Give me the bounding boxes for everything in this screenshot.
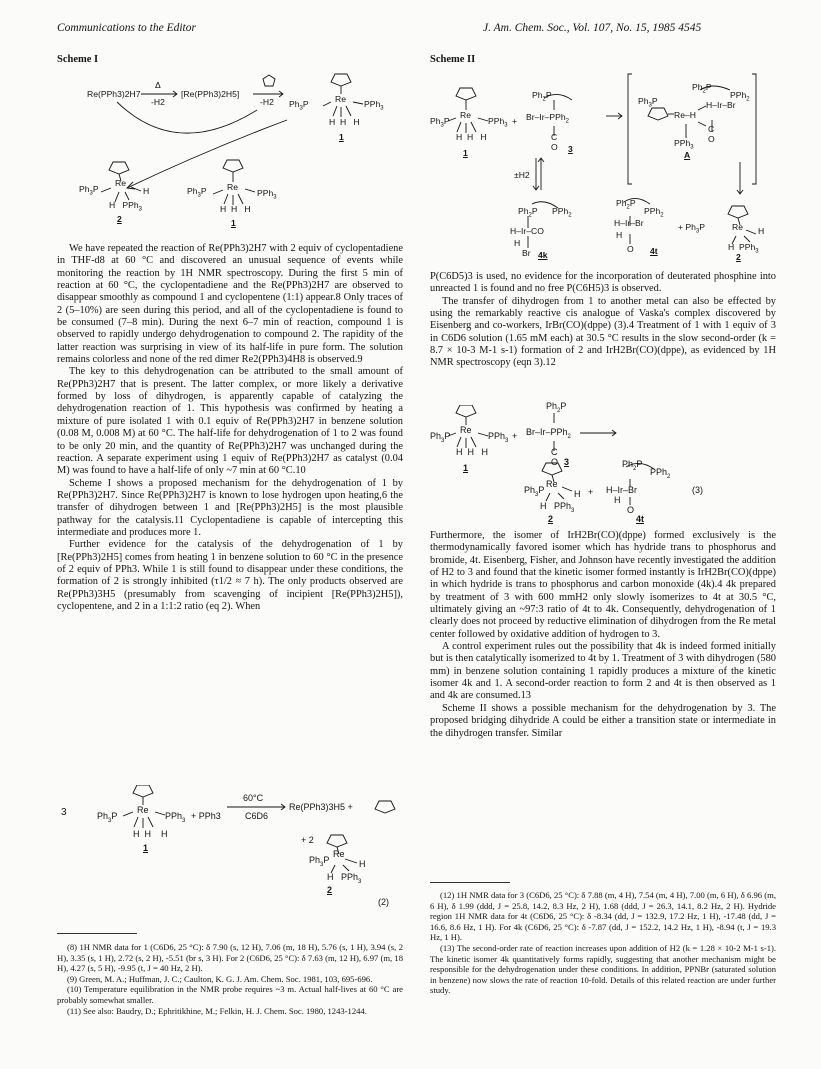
footnote-rule-right <box>430 882 510 883</box>
scheme-1-compound-2-label: 2 <box>117 214 122 224</box>
scheme-2-label-3: 3 <box>568 144 573 154</box>
footnote: (11) See also: Baudry, D.; Ephritikhine, M.; Felkin, H. J. Chem. Soc. 1980, 1243-1244. <box>67 1005 367 1016</box>
scheme-1-minus-h2-a: -H2 <box>151 97 165 107</box>
scheme-2-graphics <box>430 66 770 262</box>
eq2-temperature: 60°C <box>243 793 264 803</box>
scheme-1-compound-1-label: 1 <box>339 132 344 142</box>
footnote: (10) Temperature equilibration in the NMR probe requires ~3 m. Actual half-lives at 60 °C are probably somewhat smaller. <box>57 984 403 1005</box>
eq3-label-2: 2 <box>548 514 554 524</box>
right-paragraph: The transfer of dihydrogen from 1 to another metal can also be effected by using the remarkably reactive cis analogue of Vaska's complex discovered by Eisenberg and co-workers, IrBr(CO)(dppe) (3).4 Treatment of 1 with 1 equiv of 3 in C6D6 solution (1.65 mM each) at 30.5 °C results in the slow second-order (k = 8.7 × 10-3 M-1 s-1) formation of 2 and IrH2Br(CO)(dppe), as evidenced by 1H NMR spectroscopy (eqn 3).12 <box>430 295 776 369</box>
scheme-2-figure: $Ph_3P$ Re PPh$_3$ H H H 1 + $Ph_2P$ Br–Ir–PPh$_2$ C O 3 $Ph_3P$ Re–H $Ph_2P$ PPh$_2$ H–Ir–Br C O PPh$_3$ A ±H2 $Ph_2P$ PPh$_2$ H–Ir–CO H Br 4k $Ph_2P$ PPh$_2$ H–Ir–Br H O 4t + $Ph_3P$ Re H H PPh$_3$ 2 <box>430 66 770 262</box>
eq2-label-2: 2 <box>327 885 333 895</box>
eq2-coefficient: 3 <box>61 807 67 818</box>
scheme-2-h2: ±H2 <box>514 170 530 180</box>
footnote: (12) 1H NMR data for 3 (C6D6, 25 °C): δ 7.88 (m, 4 H), 7.54 (m, 4 H), 7.00 (m, 6 H), δ 6.96 (m, 6 H), δ 1.99 (ddd, J = 25.8, 14.2, 8.3 Hz, 2 H), 1.68 (ddd, J = 26.3, 14.1, 8.2 Hz, 2 H). Hydride region 1H NMR data for 4t (C6D6, 25 °C): δ -8.34 (dd, J = 132.9, 17.2 Hz, 1 H), -17.48 (dd, J = 16.6, 8.6 Hz, 1 H). For 4k (C6D6, 25 °C): δ -7.87 (dd, J = 152.2, 14.2 Hz, 1 H), -8.94 (t, J = 19.3 Hz, 1 H). <box>430 890 776 943</box>
scheme-2-label-4k: 4k <box>538 250 548 260</box>
eq3-label-4t: 4t <box>636 514 645 524</box>
left-paragraph: The key to this dehydrogenation can be attributed to the small amount of Re(PPh3)2H7 that is present. The latter complex, or more likely a derivative formed by loss of dihydrogen, is apparently capable of catalyzing the dehydrogenation reaction of 1. This hypothesis was confirmed by heating a mixture of pure isolated 1 with 0.1 equiv of Re(PPh3)2H7 in benzene solution (0.08 M, 0.008 M) at 60 °C. The half-life for dehydrogenation of 1 to 2 was found to be only 20 min, and the quantity of Re(PPh3)2H7 was unchanged during the reaction. A separate experiment using 1 equiv of Re(PPh3)2H7 as catalyst (0.04 M) was found to have a half-life of only ~7 min at 60 °C.10 <box>57 366 403 477</box>
footnote: (9) Green, M. A.; Huffman, J. C.; Caulton, K. G. J. Am. Chem. Soc. 1981, 103, 695-696. <box>67 973 373 984</box>
scheme-2-title: Scheme II <box>430 54 476 65</box>
scheme-2-label-1: 1 <box>463 148 468 158</box>
equation-2-graphics <box>57 785 403 875</box>
footnote-rule-left <box>57 933 137 934</box>
footnote: (8) 1H NMR data for 1 (C6D6, 25 °C): δ 7.90 (s, 12 H), 7.06 (m, 18 H), 5.76 (s, 1 H), 3.94 (s, 2 H), 3.35 (s, 1 H), 2.72 (s, 2 H), -5.51 (br s, 3 H). For 2 (C6D6, 25 °C): δ 7.63 (m, 12 H), 6.97 (m, 18 H), 4.27 (s, 5 H), -9.95 (t, J = 40 Hz, 2 H). <box>57 942 403 974</box>
scheme-1-compound-1b-label: 1 <box>231 218 236 228</box>
left-paragraph: We have repeated the reaction of Re(PPh3)2H7 with 2 equiv of cyclopentadiene in THF-d8 at 60 °C and discovered an unusual sequence of events while monitoring the reaction by 1H NMR spectroscopy. During the first 5 min of reaction at 60 °C, the cyclopentadiene and the Re(PPh3)2H7 are observed to disappear smoothly as compound 1 and cyclopentene (1:1) appear.8 Only traces of 2 (5–10%) are seen during this period, and all of the cyclopentadiene is found to be consumed (7–8 min). During the next 6–7 min of reaction, compound 1 is observed to rapidly undergo dehydrogenation to compound 2. The rapidity of the latter reaction was surprising in view of its half-life in pure form. The solution remains colorless and none of the red dimer Re2(PPh3)4H8 is observed.9 <box>57 243 403 366</box>
scheme-1-figure: Re(PPh3)2H7 Δ -H2 [Re(PPh3)2H5] -H2 $Ph_3P$ Re PPh$_3$ H H H 1 $Ph_3P$ Re H H PPh$_3$ 2 $Ph_3P$ Re PPh$_3$ H H H 1 <box>57 70 417 240</box>
right-footnotes <box>430 890 776 996</box>
scheme-1-minus-h2-b: -H2 <box>260 97 274 107</box>
right-paragraph: Furthermore, the isomer of IrH2Br(CO)(dppe) formed exclusively is the thermodynamically favored isomer which has hydride trans to phosphorus and bromide, 4t. Eisenberg, Fisher, and Johnson have recently investigated the addition of H2 to 3 and found that the kinetic isomer formed instantly is IrH2Br(CO)(dppe) in which hydride is trans to phosphorus and carbon monoxide (4k).4 4k prepared by treatment of 3 with 600 mmH2 only slowly isomerizes to 4t at 30.5 °C, ultimately giving an ~97:3 ratio of 4t to 4k. Consequently, dehydrogenation of 1 clearly does not proceed by reductive elimination of dihydrogen from the Re metal center followed by oxidative addition of hydrogen to 3. <box>430 530 776 640</box>
right-column-body-bottom <box>430 530 776 740</box>
scheme-2-label-4t: 4t <box>650 246 658 256</box>
scheme-2-label-A: A <box>684 150 691 160</box>
scheme-2-label-2: 2 <box>736 252 741 262</box>
right-paragraph: Scheme II shows a possible mechanism for the dehydrogenation by 3. The proposed bridging dihydride A could be either a transition state or intermediate in the dihydrogen transfer. Similar <box>430 702 776 739</box>
left-paragraph: Scheme I shows a proposed mechanism for the dehydrogenation of 1 by Re(PPh3)2H7. Since Re(PPh3)2H7 is known to lose hydrogen upon heating,6 the transfer of dihydrogen between 1 and [Re(PPh3)2H5] is the most plausible pathway for the catalysis.11 Cyclopentadiene is capable of intercepting this intermediate and produces more 1. <box>57 477 403 538</box>
scheme-1-intermediate: [Re(PPh3)2H5] <box>181 89 240 99</box>
left-paragraph: Further evidence for the catalysis of the dehydrogenation of 1 by [Re(PPh3)2H5] comes from heating 1 in benzene solution to 60 °C in the presence of 2 equiv of PPh3. While 1 is still found to disappear under these conditions, the formation of 2 is strongly inhibited (τ1/2 ≈ 7 h). The only products observed are Re(PPh3)3H5 (presumably from scavenging of incipient [Re(PPh3)2H5]), cyclopentene, and 2 in a 1:1:2 ratio (eq 2). When <box>57 539 403 612</box>
eq3-label-3: 3 <box>564 457 570 467</box>
right-paragraph: A control experiment rules out the possibility that 4k is indeed formed initially but is then catalytically isomerized to 4t by 1. Treatment of 3 with dihydrogen (580 mm) in benzene solution containing 1 rapidly produces a mixture of the kinetic isomer 4k and 1. A second-order reaction to form 2 and 4t is then observed as 1 and 4k are consumed.13 <box>430 641 777 702</box>
right-paragraph: P(C6D5)3 is used, no evidence for the incorporation of deuterated phosphine into unreacted 1 is found and no free P(C6H5)3 is observed. <box>430 271 776 295</box>
scheme-1-reactant: Re(PPh3)2H7 <box>87 89 141 99</box>
equation-3: $Ph_3P$ Re PPh$_3$ H H H 1 + $Ph_2P$ Br–Ir–PPh$_2$ C O 3 $Ph_3P$ Re H H PPh$_3$ + $Ph_2P$ PPh$_2$ H–Ir–Br H O (3) <box>430 405 776 515</box>
eq2-label-1: 1 <box>143 843 149 853</box>
left-column-body <box>57 243 403 613</box>
right-column-body-top <box>430 271 776 370</box>
eq2-plus-2: + 2 <box>301 835 314 845</box>
eq2-product: Re(PPh3)3H5 + <box>289 802 353 812</box>
footnote: (13) The second-order rate of reaction increases upon addition of H2 (k = 1.28 × 10-2 M-1 s-1). The kinetic isomer 4k quantitatively forms rapidly, suggesting that another mechanism might be responsible for the dehydrogenation under these conditions. In addition, PPNBr (saturated solution in benzene) now slows the rate of reaction 10-fold. Details of this related reaction are under further study. <box>430 942 776 996</box>
eq2-number: (2) <box>378 897 389 907</box>
eq3-label-1: 1 <box>463 463 469 473</box>
running-header-right: J. Am. Chem. Soc., Vol. 107, No. 15, 1985 4545 <box>483 22 702 34</box>
eq2-plus-pph3: + PPh3 <box>191 811 221 821</box>
scheme-1-title: Scheme I <box>57 54 99 65</box>
scheme-1-delta: Δ <box>155 80 161 90</box>
eq2-solvent: C6D6 <box>245 811 269 821</box>
equation-3-graphics <box>430 405 776 515</box>
left-footnotes <box>57 942 403 1016</box>
eq3-number: (3) <box>692 485 703 495</box>
running-header-left: Communications to the Editor <box>57 22 196 34</box>
equation-2: 3 $Ph_3P$ Re PPh$_3$ + PPh3 60°C C6D6 Re(PPh3)3H5 + H H H 1 + 2 $Ph_3P$ Re H H PPh$_3$ <box>57 785 403 875</box>
